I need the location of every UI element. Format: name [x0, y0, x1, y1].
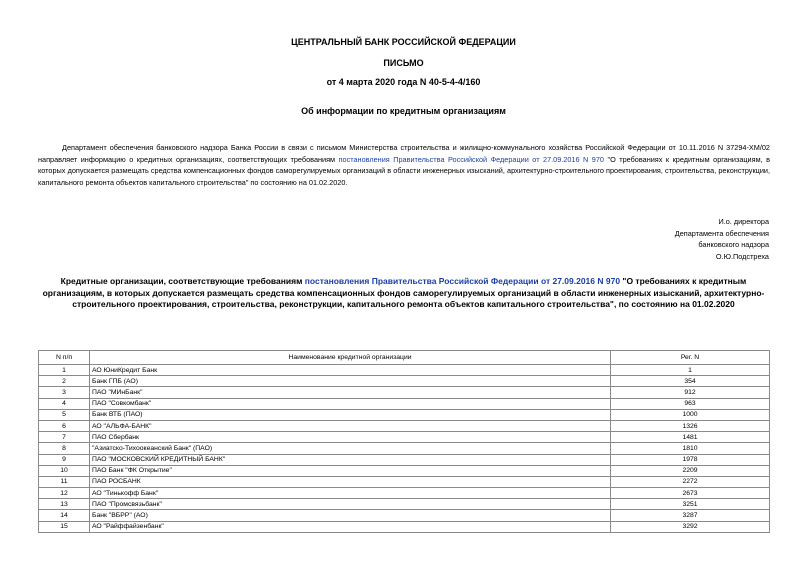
cell-reg-number: 1000 — [611, 409, 770, 420]
cell-organization-name: Банк "ВБРР" (АО) — [90, 510, 611, 521]
table-row — [39, 521, 770, 532]
cell-organization-name: "Азиатско-Тихоокеанский Банк" (ПАО) — [90, 443, 611, 454]
cell-organization-name: АО "Тинькофф Банк" — [90, 488, 611, 499]
cell-reg-number: 1810 — [611, 443, 770, 454]
table-row — [39, 454, 770, 465]
document-org: ЦЕНТРАЛЬНЫЙ БАНК РОССИЙСКОЙ ФЕДЕРАЦИИ — [291, 37, 516, 47]
cell-number: 5 — [39, 409, 90, 420]
cell-organization-name: ПАО Сбербанк — [90, 432, 611, 443]
cell-organization-name: АО "Райффайзенбанк" — [90, 521, 611, 532]
cell-reg-number: 2673 — [611, 488, 770, 499]
cell-number: 10 — [39, 465, 90, 476]
table-title-text-2: "О требованиях к кредитным организациям, в которых допускается размещать средства компенсационных фондов саморегулируемых организаций в области инженерных изысканий, архитектурно-строительного проектирования, строительства, реконструкции, капитального ремонта объектов капитального строительства", по состоянию на 01.02.2020 — [42, 276, 765, 309]
table-row — [39, 476, 770, 487]
signature-block — [675, 216, 769, 262]
cell-reg-number: 3287 — [611, 510, 770, 521]
column-header-name: Наименование кредитной организации — [90, 351, 611, 365]
cell-number: 6 — [39, 420, 90, 431]
cell-reg-number: 3251 — [611, 499, 770, 510]
cell-organization-name: АО ЮниКредит Банк — [90, 365, 611, 376]
table-row — [39, 398, 770, 409]
cell-number: 14 — [39, 510, 90, 521]
cell-reg-number: 1 — [611, 365, 770, 376]
cell-reg-number: 1326 — [611, 420, 770, 431]
cell-number: 3 — [39, 387, 90, 398]
table-title — [30, 276, 777, 311]
cell-number: 1 — [39, 365, 90, 376]
letter-body-text-1: Департамент обеспечения банковского надзора Банка России в связи с письмом Министерства строительства и жилищно-коммунального хозяйства Российской Федерации от 10.11.2016 N 37294-ХМ/02 направляет информацию о кредитных организациях, соответствующих требованиям — [38, 143, 770, 164]
table-row — [39, 465, 770, 476]
signature-line: банковского надзора — [698, 240, 769, 249]
cell-organization-name: ПАО РОСБАНК — [90, 476, 611, 487]
cell-organization-name: ПАО Банк "ФК Открытие" — [90, 465, 611, 476]
table-row — [39, 365, 770, 376]
cell-organization-name: Банк ВТБ (ПАО) — [90, 409, 611, 420]
letter-body — [38, 142, 770, 188]
cell-number: 2 — [39, 376, 90, 387]
cell-number: 8 — [39, 443, 90, 454]
cell-organization-name: ПАО "Совкомбанк" — [90, 398, 611, 409]
cell-number: 13 — [39, 499, 90, 510]
cell-number: 12 — [39, 488, 90, 499]
table-row — [39, 409, 770, 420]
cell-reg-number: 354 — [611, 376, 770, 387]
table-row — [39, 510, 770, 521]
cell-reg-number: 3292 — [611, 521, 770, 532]
cell-reg-number: 2272 — [611, 476, 770, 487]
cell-number: 11 — [39, 476, 90, 487]
table-row — [39, 499, 770, 510]
letter-body-text-2: "О требованиях к кредитным организациям, в которых допускается размещать средства компенсационных фондов саморегулируемых организаций в области инженерных изысканий, архитектурно-строительного проектирования, строительства, реконструкции, капитального ремонта объектов капитального строительства" по состоянию на 01.02.2020. — [38, 154, 770, 187]
cell-reg-number: 2209 — [611, 465, 770, 476]
cell-number: 7 — [39, 432, 90, 443]
cell-number: 4 — [39, 398, 90, 409]
document-date-number: от 4 марта 2020 года N 40-5-4-4/160 — [326, 77, 481, 87]
cell-reg-number: 1481 — [611, 432, 770, 443]
credit-organizations-table — [38, 350, 770, 533]
table-header-row — [39, 351, 770, 365]
cell-number: 9 — [39, 454, 90, 465]
signature-line: О.Ю.Подстреха — [715, 251, 769, 261]
table-row — [39, 488, 770, 499]
table-row — [39, 376, 770, 387]
document-subject: Об информации по кредитным организациям — [301, 106, 506, 116]
cell-organization-name: ПАО "МОСКОВСКИЙ КРЕДИТНЫЙ БАНК" — [90, 454, 611, 465]
table-title-text-1: Кредитные организации, соответствующие требованиям — [60, 276, 305, 286]
cell-organization-name: ПАО "Промсвязьбанк" — [90, 499, 611, 510]
column-header-reg-number: Рег. N — [611, 351, 770, 365]
table-title-link[interactable]: постановления Правительства Российской Федерации от 27.09.2016 N 970 — [304, 276, 621, 286]
cell-organization-name: ПАО "МИнБанк" — [90, 387, 611, 398]
cell-reg-number: 963 — [611, 398, 770, 409]
cell-number: 15 — [39, 521, 90, 532]
cell-reg-number: 912 — [611, 387, 770, 398]
column-header-number: N п/п — [39, 351, 90, 365]
cell-organization-name: Банк ГПБ (АО) — [90, 376, 611, 387]
signature-line: И.о. директора — [718, 217, 769, 226]
cell-reg-number: 1978 — [611, 454, 770, 465]
signature-line: Департамента обеспечения — [674, 228, 769, 238]
document-type: ПИСЬМО — [383, 58, 424, 68]
table-row — [39, 432, 770, 443]
letter-body-link[interactable]: постановления Правительства Российской Федерации от 27.09.2016 N 970 — [338, 154, 604, 164]
table-row — [39, 443, 770, 454]
table-row — [39, 420, 770, 431]
table-row — [39, 387, 770, 398]
cell-organization-name: АО "АЛЬФА-БАНК" — [90, 420, 611, 431]
